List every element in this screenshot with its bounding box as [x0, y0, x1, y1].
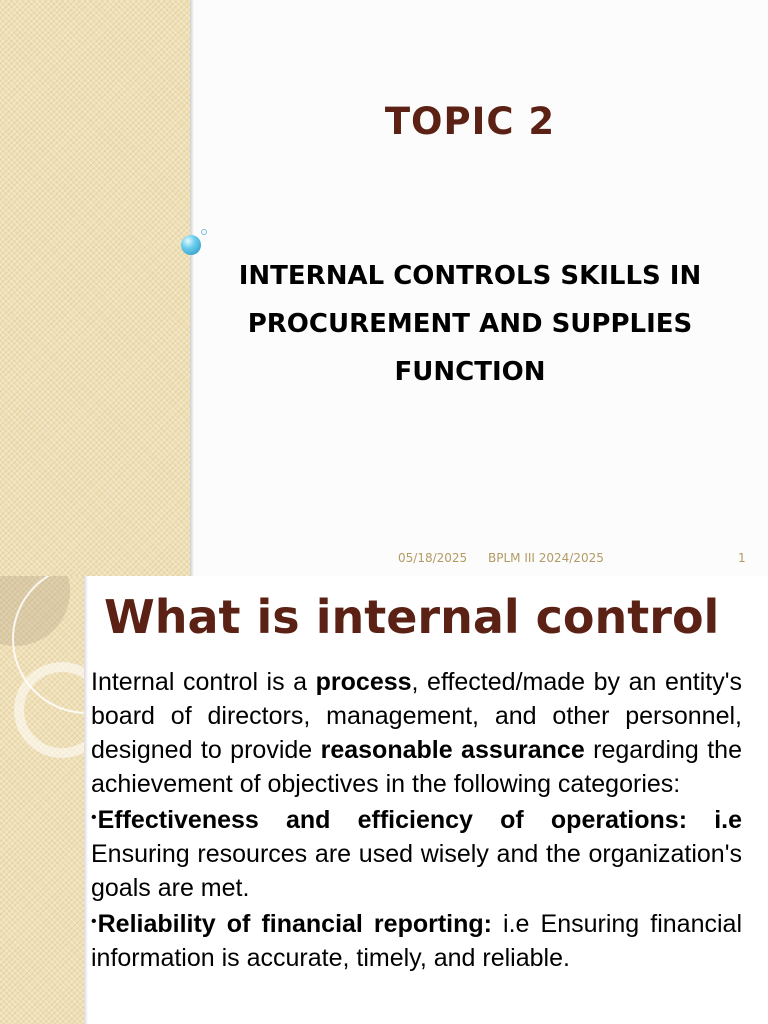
subtitle-line: FUNCTION [394, 357, 546, 387]
bullet-heading: Reliability of financial reporting: [97, 910, 492, 938]
decorative-side-band [0, 576, 84, 1024]
intro-paragraph [91, 665, 742, 801]
bubble-icon [181, 235, 201, 255]
slide-title: TOPIC 2 [384, 100, 556, 143]
band-shadow [190, 0, 194, 576]
subtitle-line: INTERNAL CONTROLS SKILLS IN [238, 261, 702, 291]
bullet-item [91, 905, 742, 975]
bullet-item [91, 801, 742, 905]
slide-body [91, 665, 742, 975]
bullet-text: Ensuring resources are used wisely and the organization's goals are met. [91, 840, 742, 902]
decorative-side-band [0, 0, 190, 576]
small-bubble-icon [201, 229, 207, 235]
footer-text: BPLM III 2024/2025 [488, 551, 604, 565]
body-bold-text: reasonable assurance [320, 736, 585, 764]
slide-heading: What is internal control [104, 590, 720, 644]
slide-2 [0, 576, 768, 1024]
body-text: Internal control is a [91, 668, 316, 696]
slide-subtitle [200, 252, 740, 396]
band-shadow [84, 576, 88, 1024]
bullet-icon: • [91, 809, 97, 826]
body-text: , effected/made by an entity's board of directors, management, and other personnel, designed to provide [91, 668, 742, 764]
footer-page-number: 1 [738, 551, 746, 565]
bullet-heading: Effectiveness and efficiency of operations: i.e [97, 806, 742, 834]
body-bold-text: process [315, 668, 412, 696]
bullet-text: i.e Ensuring financial information is accurate, timely, and reliable. [91, 910, 743, 972]
subtitle-line: PROCUREMENT AND SUPPLIES [247, 309, 693, 339]
body-text: regarding the achievement of objectives in the following categories: [91, 736, 742, 798]
bullet-icon: • [91, 913, 97, 930]
footer-date: 05/18/2025 [398, 551, 468, 565]
